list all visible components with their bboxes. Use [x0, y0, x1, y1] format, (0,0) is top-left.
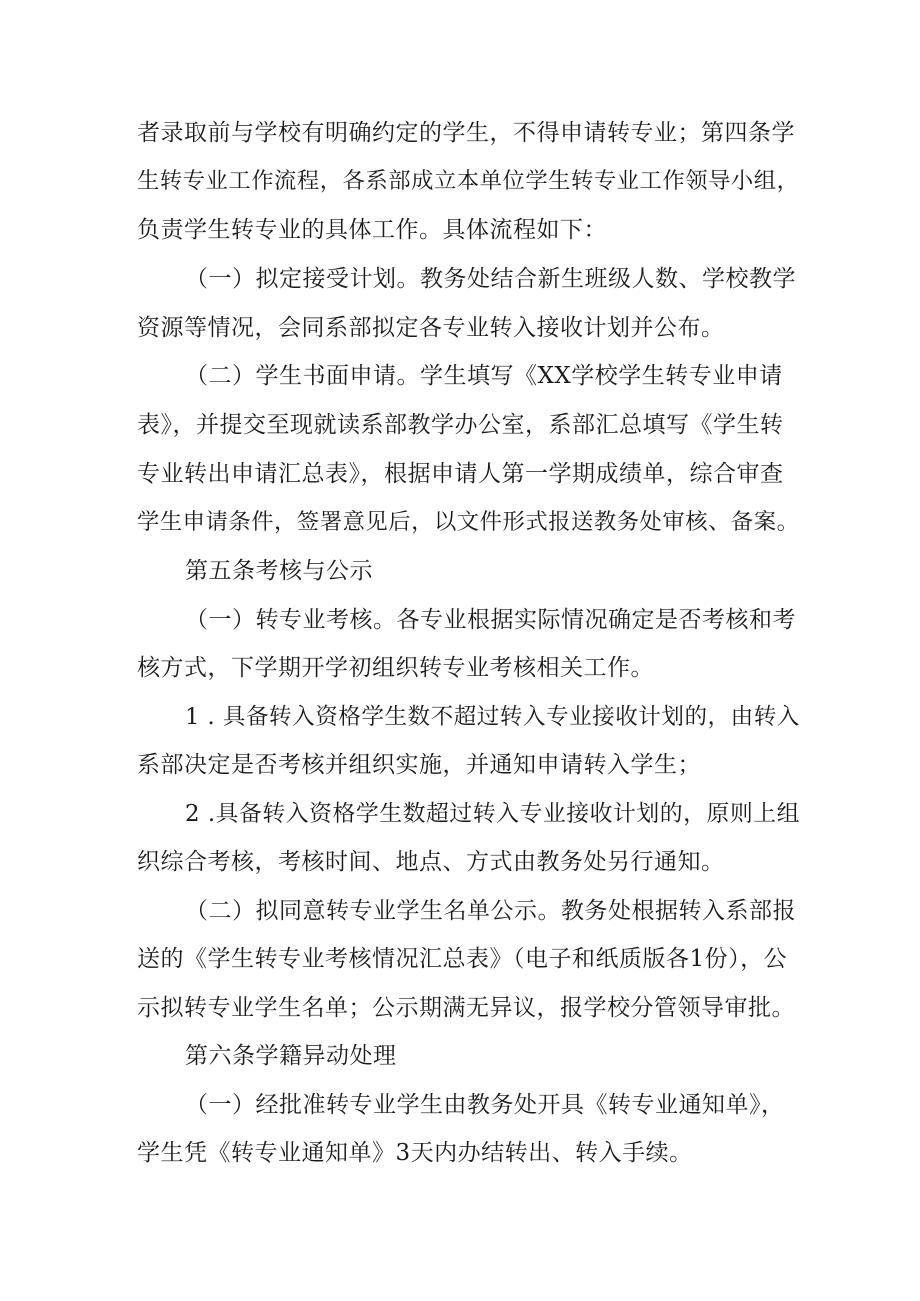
- text-line: 示拟转专业学生名单；公示期满无异议，报学校分管领导审批。: [137, 995, 795, 1021]
- text-line: 学生申请条件，签署意见后，以文件形式报送教务处审核、备案。: [137, 509, 800, 535]
- text-line: 核方式，下学期开学初组织转专业考核相关工作。: [137, 655, 654, 681]
- text-line: （一）拟定接受计划。教务处结合新生班级人数、学校教学: [185, 266, 796, 292]
- text-line: （二）学生书面申请。学生填写《XX学校学生转专业申请: [185, 363, 783, 389]
- text-line: 送的《学生转专业考核情况汇总表》（电子和纸质版各1份），公: [137, 946, 788, 972]
- text-line: 者录取前与学校有明确约定的学生，不得申请转专业；第四条学: [137, 120, 795, 146]
- text-line: （二）拟同意转专业学生名单公示。教务处根据转入系部报: [185, 898, 796, 924]
- text-line: 学生凭《转专业通知单》3天内办结转出、转入手续。: [137, 1140, 693, 1166]
- text-line: 负责学生转专业的具体工作。具体流程如下：: [137, 217, 607, 243]
- text-line: （一）转专业考核。各专业根据实际情况确定是否考核和考: [185, 607, 796, 633]
- text-line: 生转专业工作流程，各系部成立本单位学生转专业工作领导小组，: [137, 168, 800, 194]
- section-heading: 第六条学籍异动处理: [185, 1043, 397, 1069]
- text-line: 资源等情况，会同系部拟定各专业转入接收计划并公布。: [137, 315, 725, 341]
- text-line: （一）经批准转专业学生由教务处开具《转专业通知单》，: [185, 1092, 785, 1118]
- text-line: 织综合考核，考核时间、地点、方式由教务处另行通知。: [137, 849, 725, 875]
- text-line: 专业转出申请汇总表》，根据申请人第一学期成绩单，综合审查: [137, 461, 784, 487]
- text-line: 1 . 具备转入资格学生数不超过转入专业接收计划的，由转入: [185, 704, 800, 730]
- text-line: 2 .具备转入资格学生数超过转入专业接收计划的，原则上组: [185, 801, 800, 827]
- section-heading: 第五条考核与公示: [185, 558, 373, 584]
- text-line: 系部决定是否考核并组织实施，并通知申请转入学生；: [137, 752, 701, 778]
- text-line: 表》，并提交至现就读系部教学办公室，系部汇总填写《学生转: [137, 412, 784, 438]
